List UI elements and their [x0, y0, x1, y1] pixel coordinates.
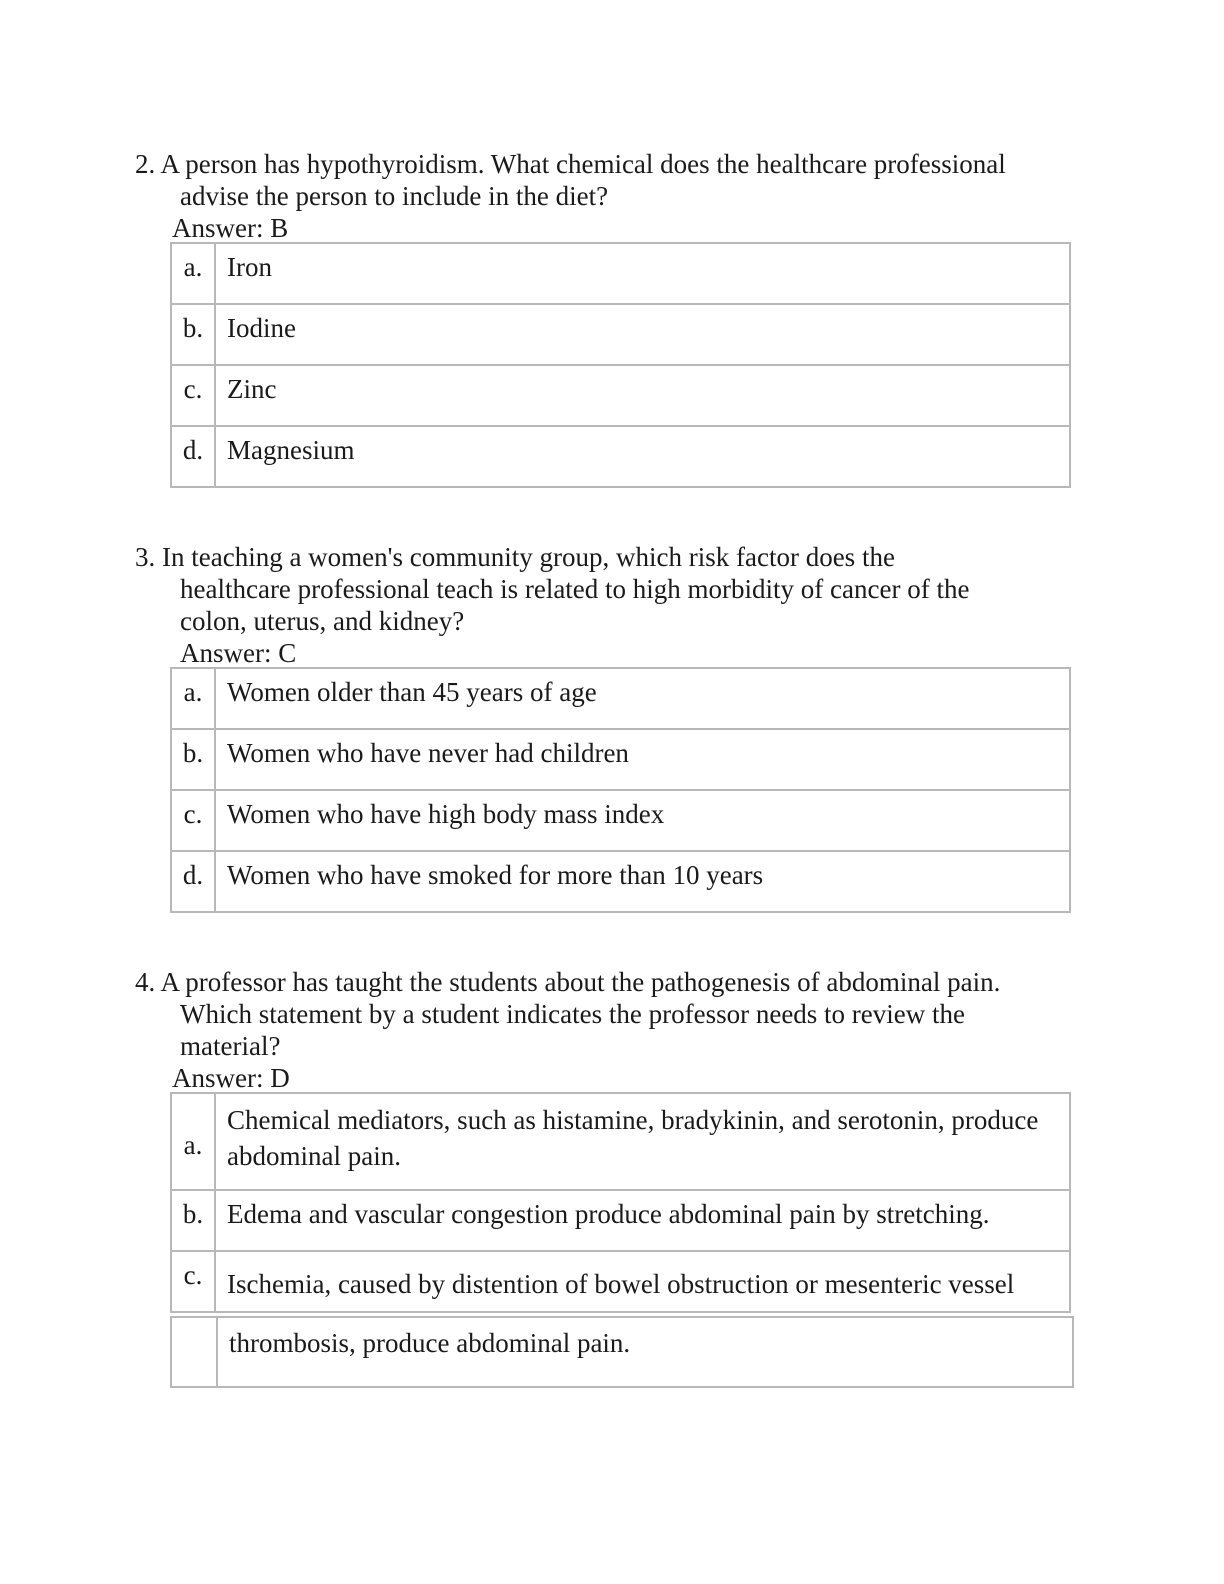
option-row: [171, 1251, 1070, 1312]
option-text-line-2: abdominal pain.: [227, 1141, 401, 1171]
option-letter: b.: [171, 729, 215, 790]
question-4-stem-line-2: Which statement by a student indicates the professor needs to review the: [180, 999, 966, 1029]
question-2-answer: Answer: B: [172, 213, 289, 243]
option-text-line-1: Chemical mediators, such as histamine, bradykinin, and serotonin, produce: [227, 1105, 1039, 1135]
option-row: [171, 851, 1070, 912]
option-letter: d.: [171, 851, 215, 912]
question-4-stem-line-3: material?: [180, 1031, 281, 1061]
option-text: Iron: [215, 243, 1070, 304]
option-text: Zinc: [215, 365, 1070, 426]
option-letter: c.: [171, 1251, 215, 1312]
option-text: Ischemia, caused by distention of bowel obstruction or mesenteric vessel: [215, 1251, 1070, 1312]
question-4-options-table: [170, 1092, 1071, 1313]
option-row: [171, 1317, 1073, 1387]
option-row: [171, 668, 1070, 729]
question-2-options-table: [170, 242, 1071, 488]
question-3-answer: Answer: C: [180, 638, 297, 668]
option-letter: a.: [171, 243, 215, 304]
option-letter: c.: [171, 790, 215, 851]
option-row: [171, 426, 1070, 487]
option-letter: a.: [171, 1093, 215, 1190]
question-2-stem-line-1: 2. A person has hypothyroidism. What chemical does the healthcare professional: [135, 149, 1006, 179]
question-2-stem-line-2: advise the person to include in the diet?: [180, 181, 609, 211]
option-text: Women who have high body mass index: [215, 790, 1070, 851]
option-row: [171, 790, 1070, 851]
question-4-answer: Answer: D: [172, 1063, 290, 1093]
question-3-options-table: [170, 667, 1071, 913]
question-4-continuation-table: [170, 1316, 1074, 1388]
question-4-stem-line-1: 4. A professor has taught the students about the pathogenesis of abdominal pain.: [135, 967, 1001, 997]
option-text: Women who have never had children: [215, 729, 1070, 790]
option-text: Magnesium: [215, 426, 1070, 487]
option-row: [171, 243, 1070, 304]
option-letter: c.: [171, 365, 215, 426]
option-text: [215, 1093, 1070, 1190]
option-letter: b.: [171, 1190, 215, 1251]
option-text: Iodine: [215, 304, 1070, 365]
option-letter: a.: [171, 668, 215, 729]
option-text: Women who have smoked for more than 10 years: [215, 851, 1070, 912]
option-letter: d.: [171, 426, 215, 487]
option-letter-empty: [171, 1317, 217, 1387]
option-row: [171, 729, 1070, 790]
option-row: [171, 1190, 1070, 1251]
option-text: Edema and vascular congestion produce abdominal pain by stretching.: [215, 1190, 1070, 1251]
question-3-stem-line-2: healthcare professional teach is related to high morbidity of cancer of the: [180, 574, 970, 604]
option-row: [171, 365, 1070, 426]
question-3-stem-line-1: 3. In teaching a women's community group, which risk factor does the: [135, 542, 895, 572]
option-text: Women older than 45 years of age: [215, 668, 1070, 729]
option-row: [171, 1093, 1070, 1190]
option-text-continuation: thrombosis, produce abdominal pain.: [217, 1317, 1073, 1387]
option-row: [171, 304, 1070, 365]
question-3-stem-line-3: colon, uterus, and kidney?: [180, 606, 465, 636]
option-letter: b.: [171, 304, 215, 365]
